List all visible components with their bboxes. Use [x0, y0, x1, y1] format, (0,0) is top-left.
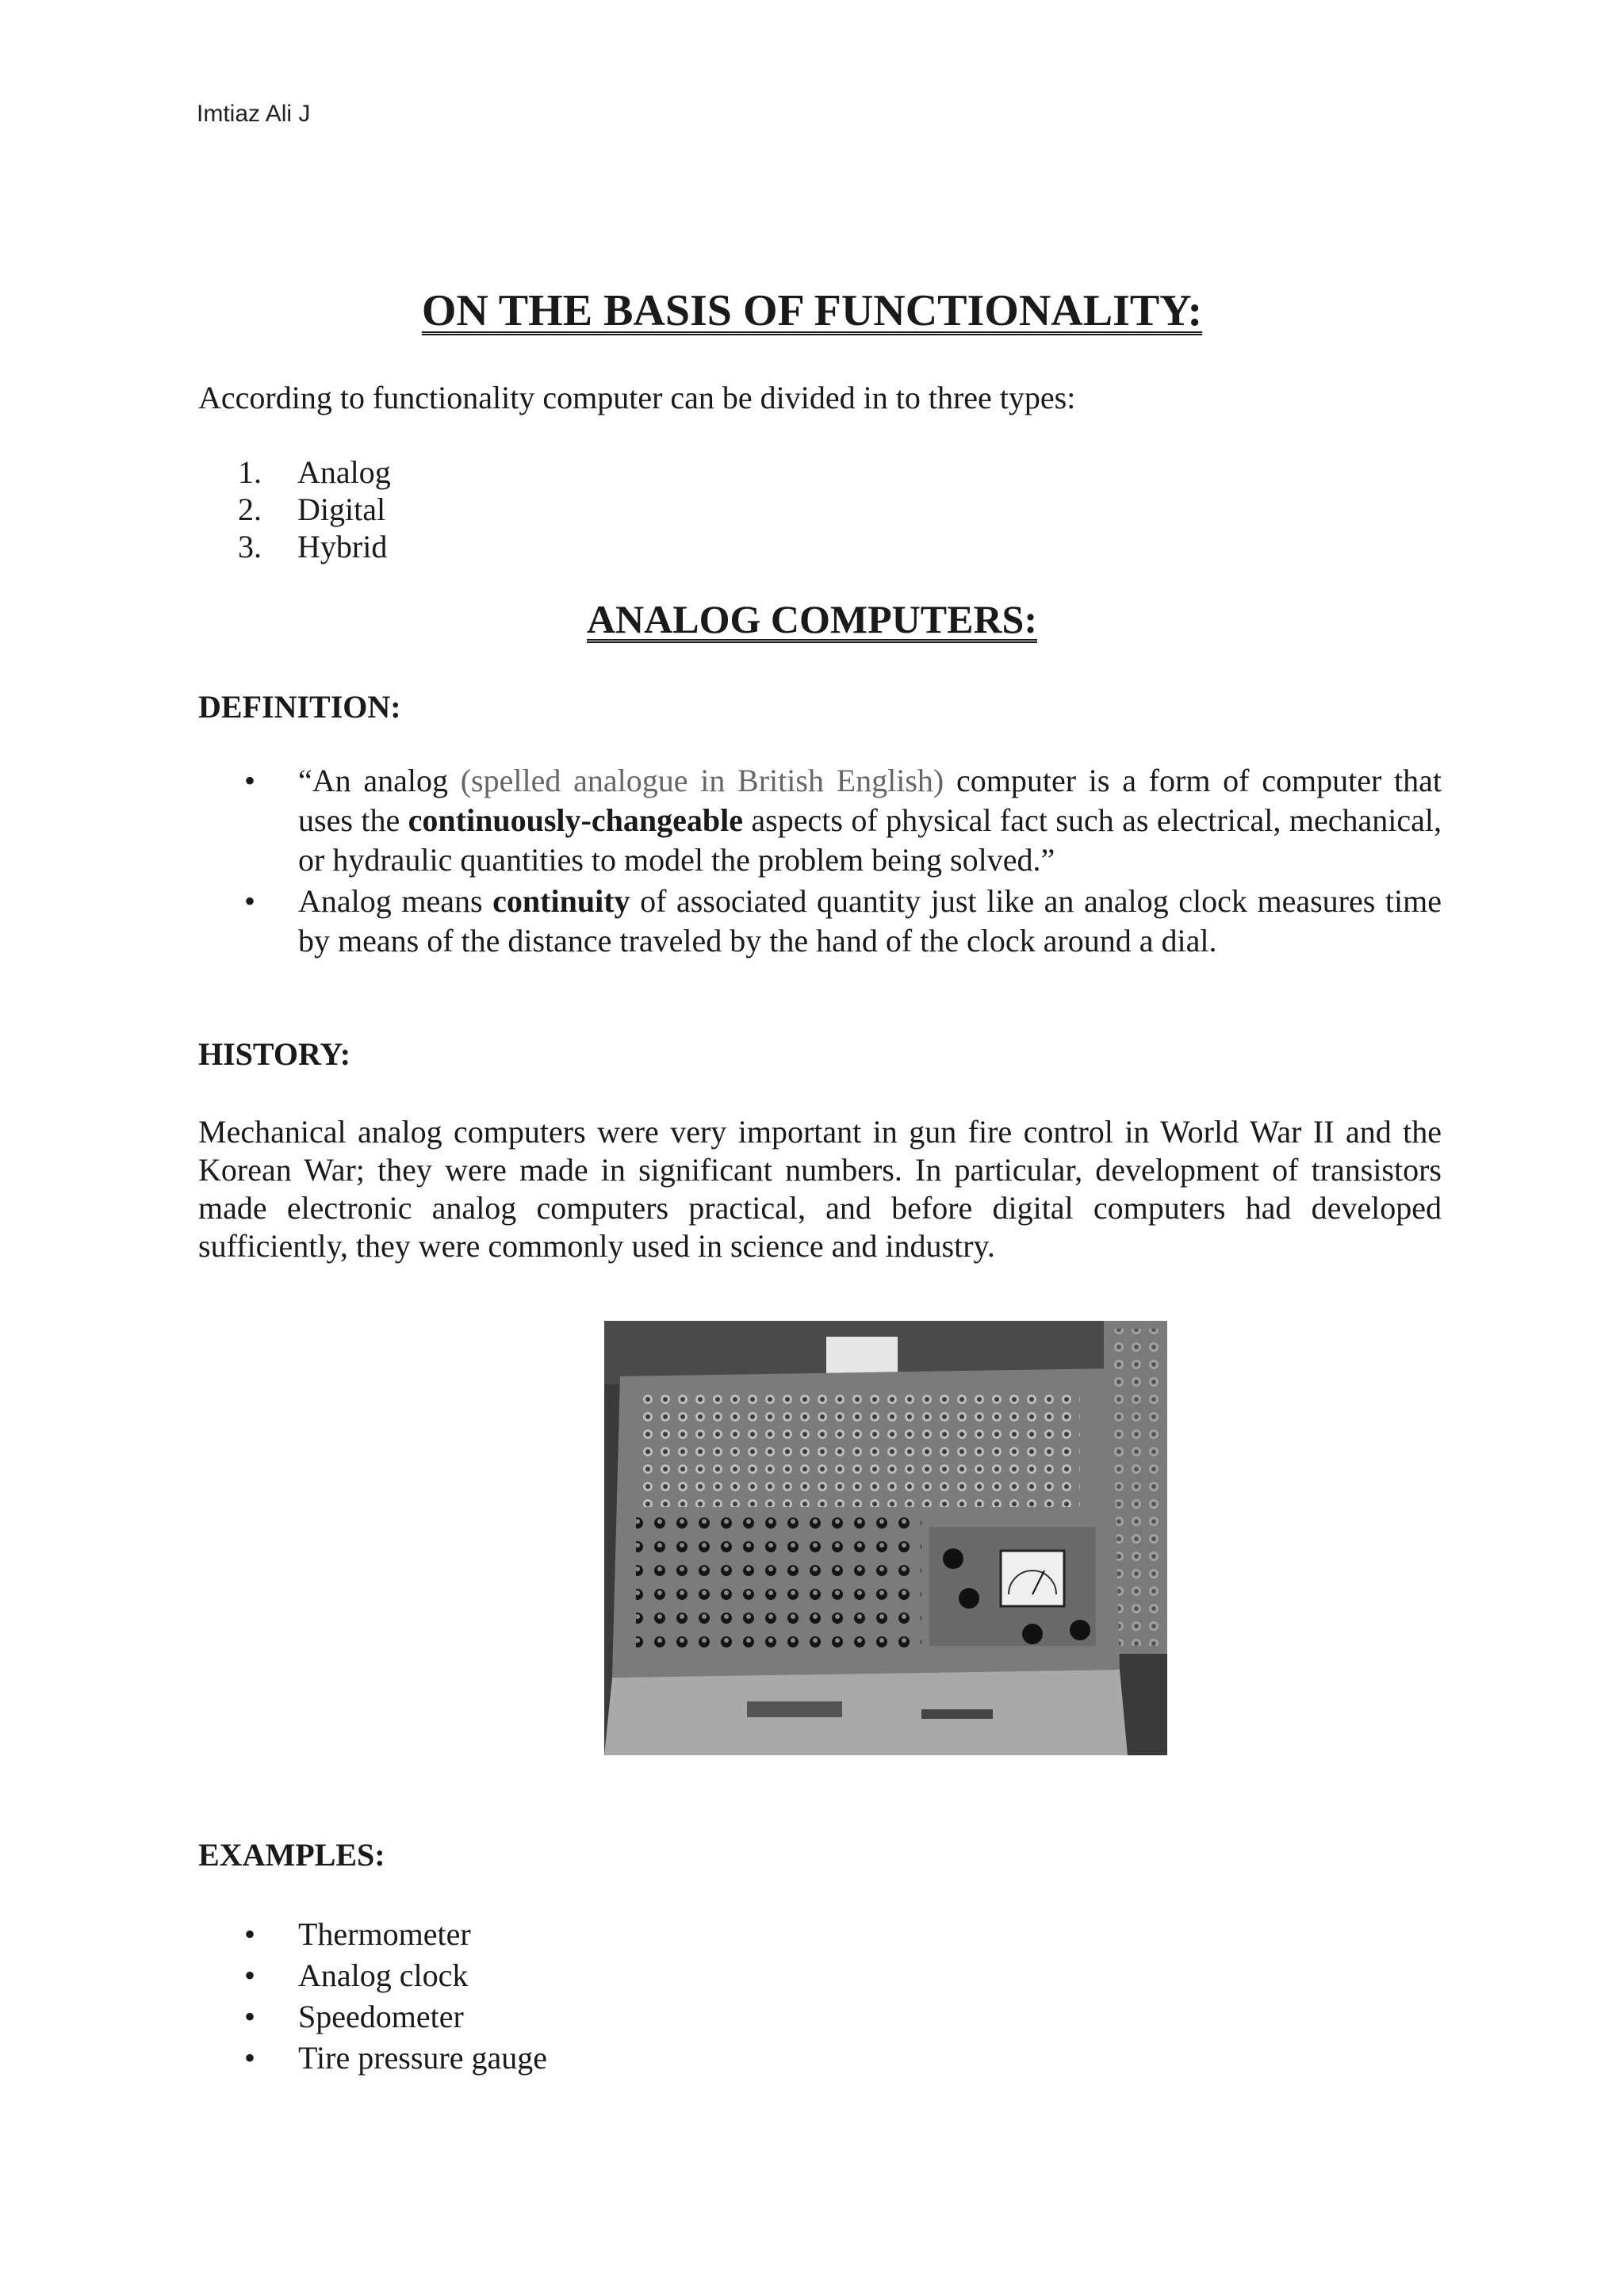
definition-item [244, 882, 1442, 961]
list-label: Analog [297, 454, 391, 490]
example-label: Speedometer [298, 1999, 464, 2034]
definition-emphasis: continuously-changeable [408, 802, 743, 838]
section-title: ANALOG COMPUTERS: [586, 597, 1038, 641]
definition-text: “An analog [298, 763, 461, 798]
example-label: Tire pressure gauge [298, 2040, 548, 2076]
bullet-icon: • [244, 2040, 256, 2076]
bullet-icon: • [244, 1999, 256, 2034]
list-item [244, 1955, 1442, 1996]
intro-paragraph: According to functionality computer can be divided in to three types: [198, 380, 1076, 415]
types-list [238, 453, 555, 565]
list-item [244, 1914, 1442, 1955]
examples-list [244, 1914, 1442, 2079]
page-title: ON THE BASIS OF FUNCTIONALITY: [421, 286, 1203, 335]
example-label: Analog clock [298, 1957, 469, 1993]
list-number: 2. [238, 492, 262, 527]
definition-note: (spelled analogue in British English) [460, 763, 944, 798]
definition-heading: DEFINITION: [198, 689, 401, 725]
list-label: Hybrid [297, 529, 388, 564]
list-item [238, 528, 555, 565]
history-heading: HISTORY: [198, 1036, 351, 1072]
definition-text: Analog means [298, 883, 493, 919]
analog-computer-photo [604, 1321, 1167, 1755]
list-number: 1. [238, 454, 262, 490]
definition-text: aspects of physical fact such as electrical, mechanical, or hydraulic quantities to model the problem being solved.” [298, 802, 1442, 878]
bullet-icon: • [244, 1957, 256, 1993]
bullet-icon: • [244, 883, 256, 919]
definition-text: of associated quantity just like an analog clock measures time by means of the distance traveled by the hand of the clock around a dial. [298, 883, 1442, 959]
page-header-author: Imtiaz Ali J [197, 101, 311, 127]
example-label: Thermometer [298, 1916, 471, 1952]
definition-text: computer is a form of computer that uses the [298, 763, 1442, 838]
list-item [238, 453, 555, 491]
examples-heading: EXAMPLES: [198, 1837, 385, 1873]
list-label: Digital [297, 492, 386, 527]
list-number: 3. [238, 529, 262, 564]
definition-item [244, 761, 1442, 880]
bullet-icon: • [244, 1916, 256, 1952]
list-item [238, 491, 555, 528]
list-item [244, 2038, 1442, 2079]
bullet-icon: • [244, 763, 256, 798]
definition-list [244, 761, 1442, 962]
list-item [244, 1996, 1442, 2038]
definition-emphasis: continuity [492, 883, 630, 919]
history-paragraph: Mechanical analog computers were very important in gun fire control in World War II and the Korean War; they were made in significant numbers. In particular, development of transistors made electronic analog computers practical, and before digital computers had developed sufficiently, they were commonly used in science and industry. [198, 1114, 1442, 1264]
